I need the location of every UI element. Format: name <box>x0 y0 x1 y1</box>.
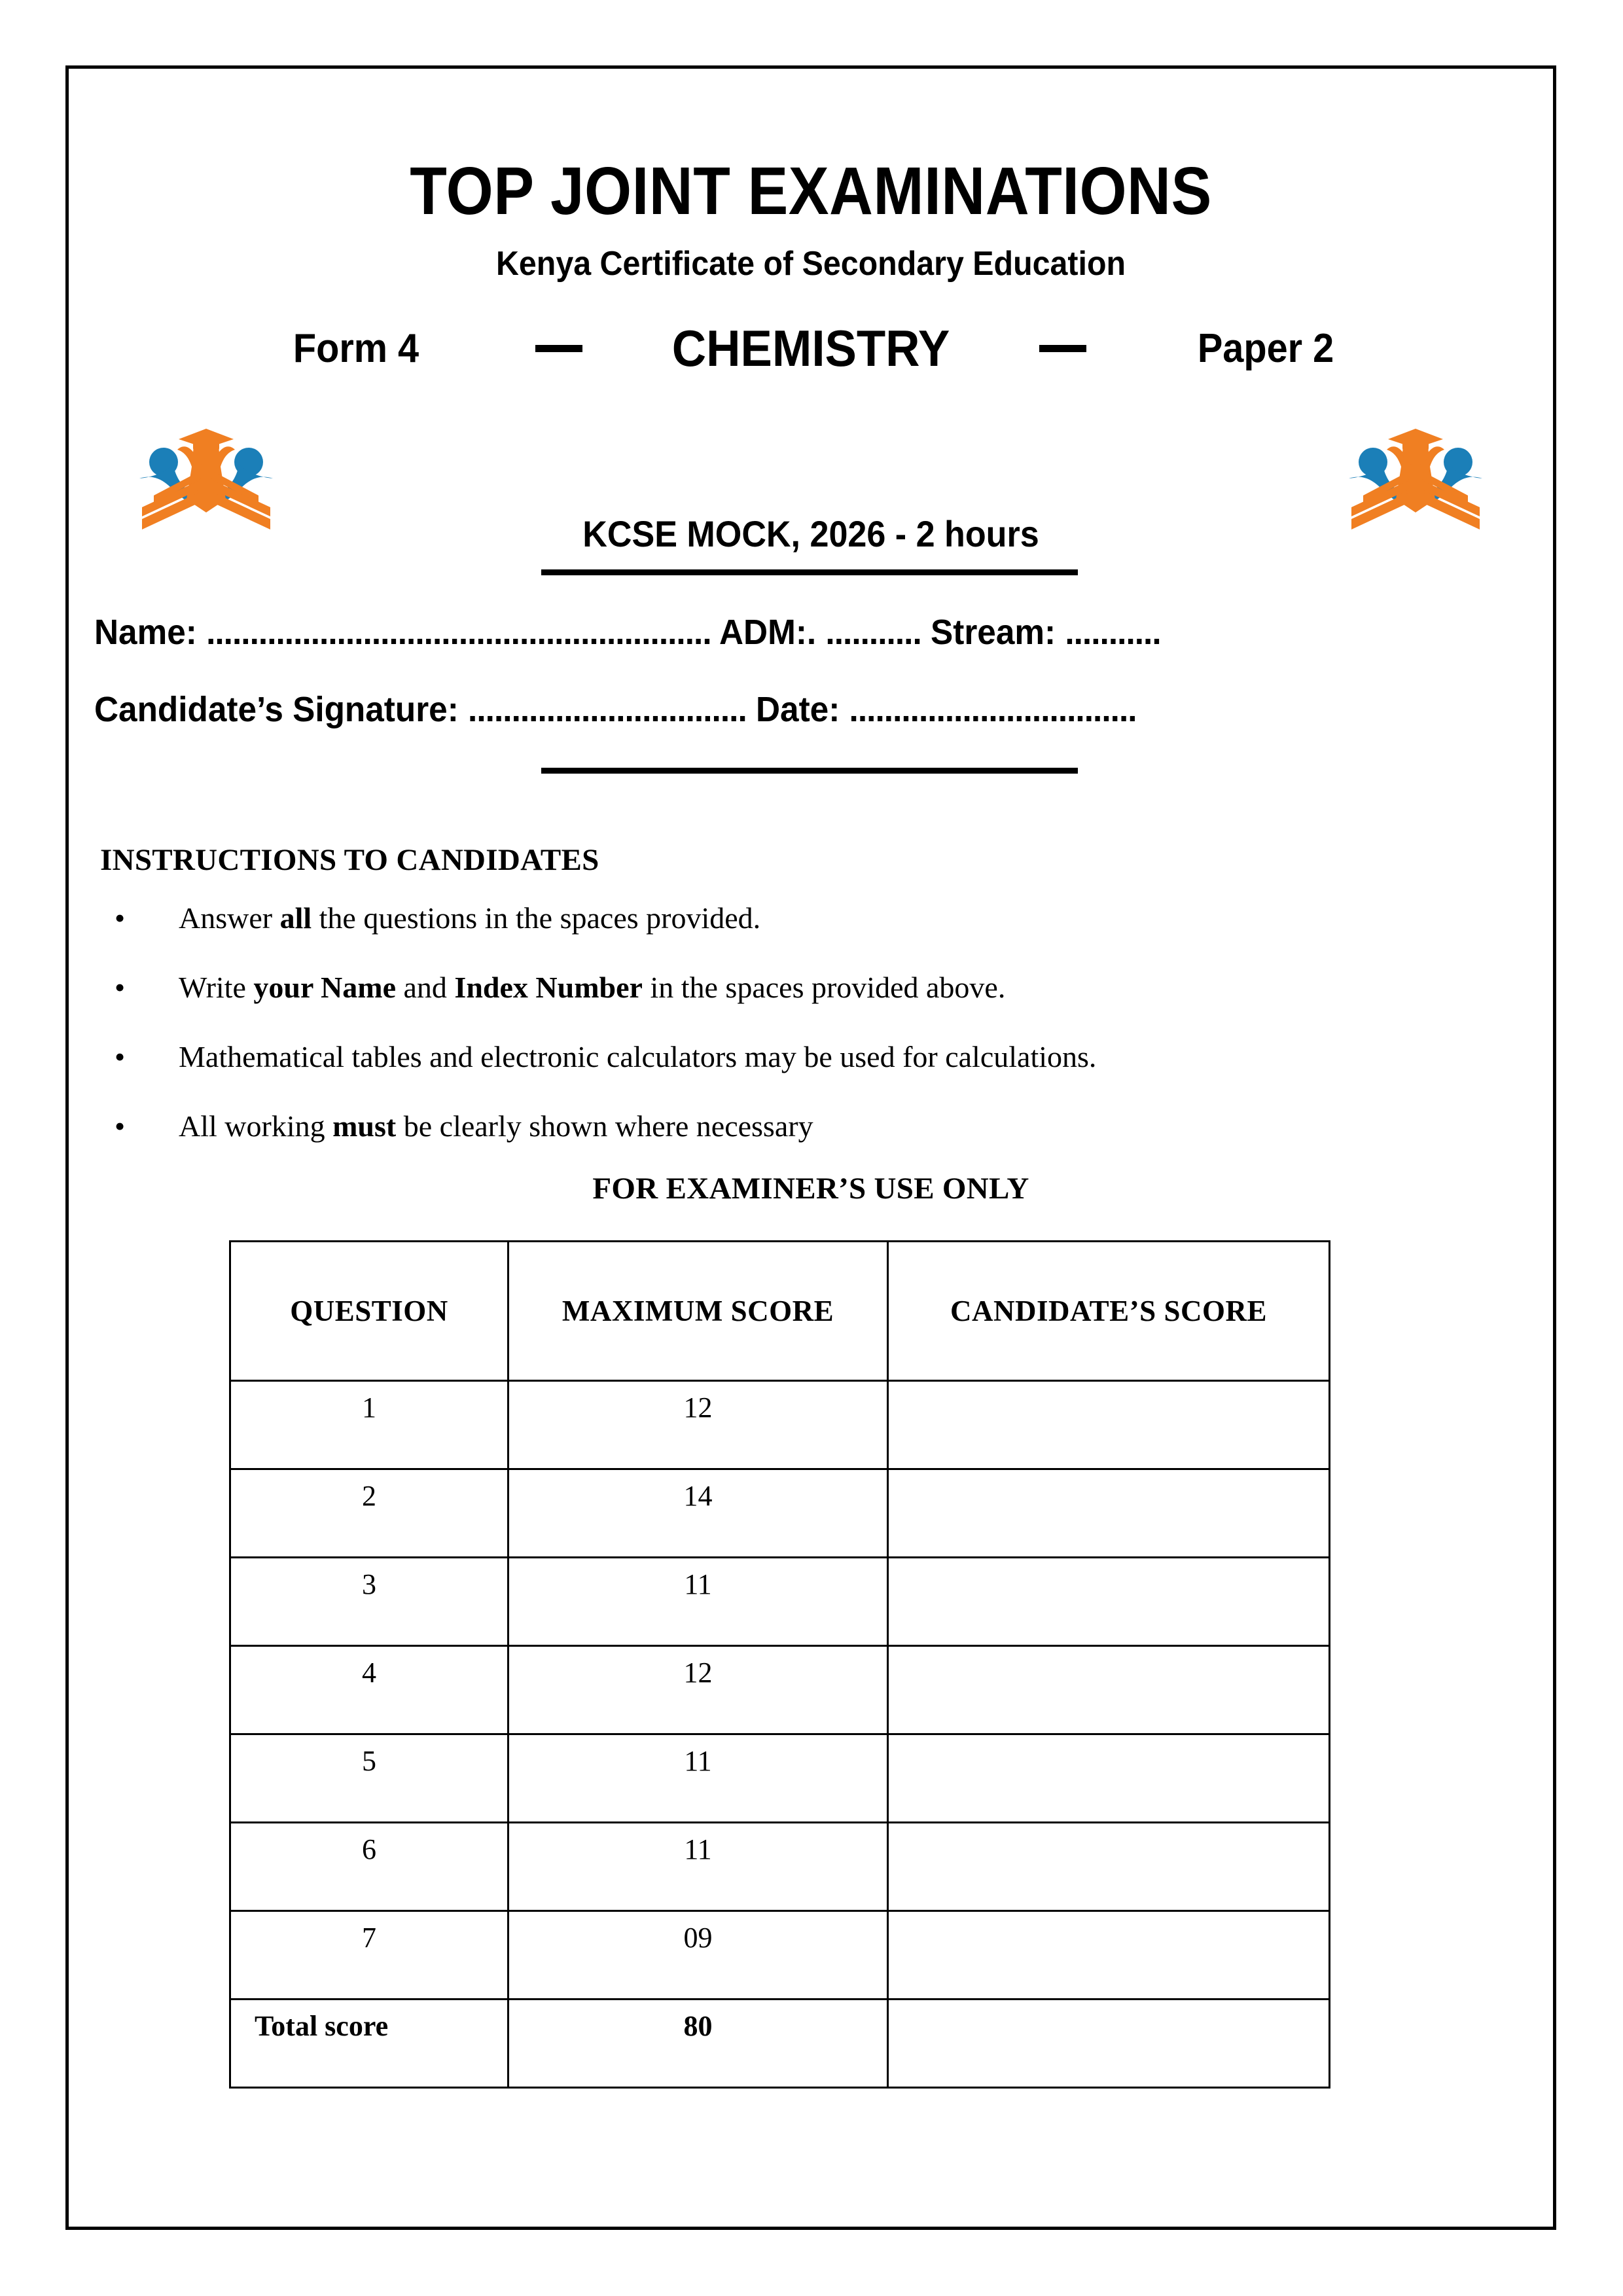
column-header-question: QUESTION <box>230 1242 508 1381</box>
candidate-score-cell[interactable] <box>888 1734 1330 1823</box>
table-row <box>230 2000 1330 2088</box>
candidate-score-cell[interactable] <box>888 1823 1330 1911</box>
exam-paper-page <box>65 65 1556 2230</box>
table-row <box>230 1823 1330 1911</box>
table-row <box>230 1734 1330 1823</box>
table-row <box>230 1469 1330 1558</box>
column-header-candidate-score: CANDIDATE’S SCORE <box>888 1242 1330 1381</box>
signature-input-dots[interactable]: ................................ <box>468 690 747 729</box>
candidate-score-cell[interactable] <box>888 1646 1330 1734</box>
maximum-score-cell: 09 <box>508 1911 888 2000</box>
candidate-signature-line <box>82 689 1467 730</box>
page-title: TOP JOINT EXAMINATIONS <box>410 153 1212 228</box>
candidate-score-cell[interactable] <box>888 1558 1330 1646</box>
maximum-score-cell: 12 <box>508 1646 888 1734</box>
dash-separator-right <box>1014 345 1112 352</box>
instruction-item <box>100 971 1474 1005</box>
table-row <box>230 1646 1330 1734</box>
bullet-icon: • <box>115 901 126 935</box>
instruction-item <box>100 1109 1474 1144</box>
candidate-score-cell[interactable] <box>888 1911 1330 2000</box>
instruction-text: Answer all the questions in the spaces provided. <box>179 901 761 935</box>
page-subtitle: Kenya Certificate of Secondary Education <box>495 245 1126 283</box>
instruction-text: All working must be clearly shown where necessary <box>179 1109 813 1143</box>
maximum-score-cell: 11 <box>508 1823 888 1911</box>
name-label: Name: <box>94 613 197 652</box>
question-number-cell: 3 <box>230 1558 508 1646</box>
stream-label: Stream: <box>931 613 1056 652</box>
paper-label: Paper 2 <box>1197 325 1334 371</box>
maximum-score-cell: 80 <box>508 2000 888 2088</box>
subject-name: CHEMISTRY <box>671 319 950 377</box>
candidate-score-cell[interactable] <box>888 1381 1330 1469</box>
bullet-icon: • <box>115 1109 126 1143</box>
instruction-text: Mathematical tables and electronic calculators may be used for calculations. <box>179 1039 1097 1073</box>
form-label: Form 4 <box>293 325 419 371</box>
instructions-heading: INSTRUCTIONS TO CANDIDATES <box>100 843 599 877</box>
total-label-cell: Total score <box>230 2000 508 2088</box>
date-label: Date: <box>756 690 840 729</box>
subject-row <box>69 312 1553 384</box>
question-number-cell: 4 <box>230 1646 508 1734</box>
bullet-icon: • <box>115 1039 126 1073</box>
table-row <box>230 1381 1330 1469</box>
dash-separator-left <box>510 345 608 352</box>
maximum-score-cell: 11 <box>508 1734 888 1823</box>
adm-input-dots[interactable]: ........... <box>825 613 921 652</box>
signature-label: Candidate’s Signature: <box>94 690 459 729</box>
question-number-cell: 6 <box>230 1823 508 1911</box>
stream-input-dots[interactable]: ........... <box>1065 613 1161 652</box>
question-number-cell: 2 <box>230 1469 508 1558</box>
examiner-section-heading: FOR EXAMINER’S USE ONLY <box>592 1172 1029 1206</box>
date-input-dots[interactable]: ................................. <box>849 690 1137 729</box>
exam-session-line: KCSE MOCK, 2026 - 2 hours <box>582 513 1039 554</box>
maximum-score-cell: 11 <box>508 1558 888 1646</box>
table-row <box>230 1558 1330 1646</box>
header-divider-top <box>541 569 1078 575</box>
adm-label: ADM:. <box>719 613 817 652</box>
candidate-score-cell[interactable] <box>888 1469 1330 1558</box>
question-number-cell: 5 <box>230 1734 508 1823</box>
maximum-score-cell: 14 <box>508 1469 888 1558</box>
bullet-icon: • <box>115 970 126 1004</box>
candidate-score-cell[interactable] <box>888 2000 1330 2088</box>
instruction-item <box>100 1040 1474 1075</box>
column-header-maximum-score: MAXIMUM SCORE <box>508 1242 888 1381</box>
examiner-score-table <box>229 1240 1330 2089</box>
name-input-dots[interactable]: .......................................................... <box>206 613 711 652</box>
question-number-cell: 1 <box>230 1381 508 1469</box>
instruction-text: Write your Name and Index Number in the spaces provided above. <box>179 970 1006 1004</box>
instruction-item <box>100 901 1474 936</box>
header-divider-bottom <box>541 768 1078 774</box>
question-number-cell: 7 <box>230 1911 508 2000</box>
table-row <box>230 1911 1330 2000</box>
table-header-row <box>230 1242 1330 1381</box>
candidate-identity-line <box>82 612 1467 653</box>
instructions-list <box>100 901 1474 1179</box>
maximum-score-cell: 12 <box>508 1381 888 1469</box>
